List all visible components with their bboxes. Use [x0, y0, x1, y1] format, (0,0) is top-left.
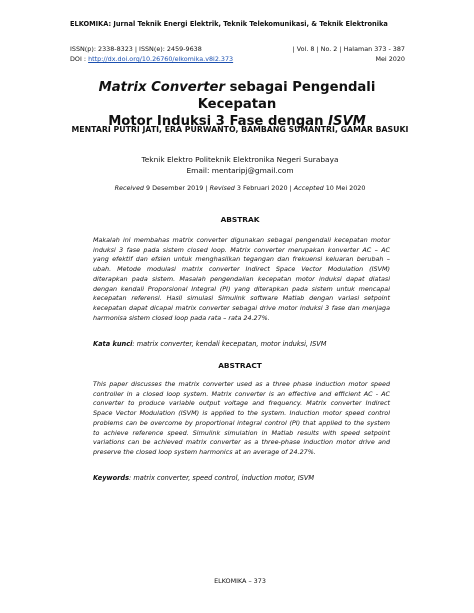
issn-line: ISSN(p): 2338-8323 | ISSN(e): 2459-9638 — [70, 45, 202, 53]
affiliation-dept: Teknik Elektro Politeknik Elektronika Negeri Surabaya — [141, 155, 339, 164]
keywords-label: Keywords — [93, 474, 130, 482]
doi-label: DOI : — [70, 55, 89, 63]
abstrak-text: Makalah ini membahas matrix converter digunakan sebagai pengendali kecepatan motor induksi 3 fase pada sistem closed loop. Matrix converter merupakan konverter AC – AC yang efektif dan efsien untuk menghasilkan tegangan dan frekuensi keluaran berubah – ubah. Metode modulasi matrix converter Indirect Space Vector Modulation (ISVM) diterapkan pada sistem. Masalah pengendalian kecepatan motor induksi dapat diatasi dengan kendali Proporsional Integral (PI) yang diterapkan pada sistem untuk mencapai kecepatan referensi. Hasil simulasi Simulink software Matlab dengan variasi setpoint kecepatan dapat dicapai matrix converter sebagai drive motor induksi 3 fase dan menjaga harmonisa sistem closed loop pada rata – rata 24.27%. — [93, 236, 390, 322]
title-italic-1: Matrix Converter — [98, 80, 226, 95]
accepted-label: Accepted — [293, 184, 324, 192]
paper-title — [60, 79, 414, 130]
kata-kunci-label: Kata kunci — [93, 340, 133, 348]
publication-date: Mei 2020 — [375, 55, 405, 63]
title-italic-2: ISVM — [328, 114, 366, 129]
page-footer: ELKOMIKA – 373 — [214, 577, 266, 585]
kata-kunci-text: : matrix converter, kendali kecepatan, motor induksi, ISVM — [132, 340, 327, 348]
keywords-text: : matrix converter, speed control, induction motor, ISVM — [129, 474, 315, 482]
issn-doi-block — [70, 44, 233, 64]
abstract-heading: ABSTRACT — [218, 361, 262, 370]
received-label: Received — [114, 184, 144, 192]
article-history — [70, 184, 410, 192]
revised-date: 3 Februari 2020 — [234, 184, 288, 192]
received-date: 9 Desember 2019 — [143, 184, 204, 192]
history-separator: | — [203, 184, 210, 192]
abstrak-heading: ABSTRAK — [220, 215, 260, 224]
keywords-line — [93, 474, 393, 484]
doi-link[interactable]: http://dx.doi.org/10.26760/elkomika.v8i2.373 — [88, 55, 234, 63]
author-list: MENTARI PUTRI JATI, ERA PURWANTO, BAMBANG SUMANTRI, GAMAR BASUKI — [71, 125, 409, 134]
revised-label: Revised — [209, 184, 235, 192]
doi-line — [70, 54, 233, 64]
affiliation — [70, 154, 410, 176]
volume-block — [293, 44, 405, 64]
title-text-2: Motor Induksi 3 Fase dengan — [108, 114, 329, 129]
journal-name: ELKOMIKA: Jurnal Teknik Energi Elektrik, Teknik Telekomunikasi, & Teknik Elektronika — [70, 20, 388, 28]
abstract-text: This paper discusses the matrix converter used as a three phase induction motor speed controller in a closed loop system. Matrix converter is an effective and efficient AC - AC converter to produce variable output voltage and frequency. Matrix converter Indirect Space Vector Modulation (ISVM) is applied to the system. Induction motor speed control problems can be overcome by proportional integral control (PI) that applied to the system to achieve reference speed. Simulink simulation in Matlab results with speed setpoint variations can be achieved matrix converter as a three-phase induction motor drive and preserve the closed loop system harmonics at an average of 24.27%. — [93, 380, 390, 456]
history-separator: | — [287, 184, 294, 192]
kata-kunci-line — [93, 340, 393, 350]
title-text-1: sebagai Pengendali Kecepatan — [197, 80, 376, 112]
author-email: Email: mentaripj@gmail.com — [186, 166, 294, 175]
volume-info: | Vol. 8 | No. 2 | Halaman 373 - 387 — [292, 45, 405, 53]
accepted-date: 10 Mei 2020 — [323, 184, 366, 192]
